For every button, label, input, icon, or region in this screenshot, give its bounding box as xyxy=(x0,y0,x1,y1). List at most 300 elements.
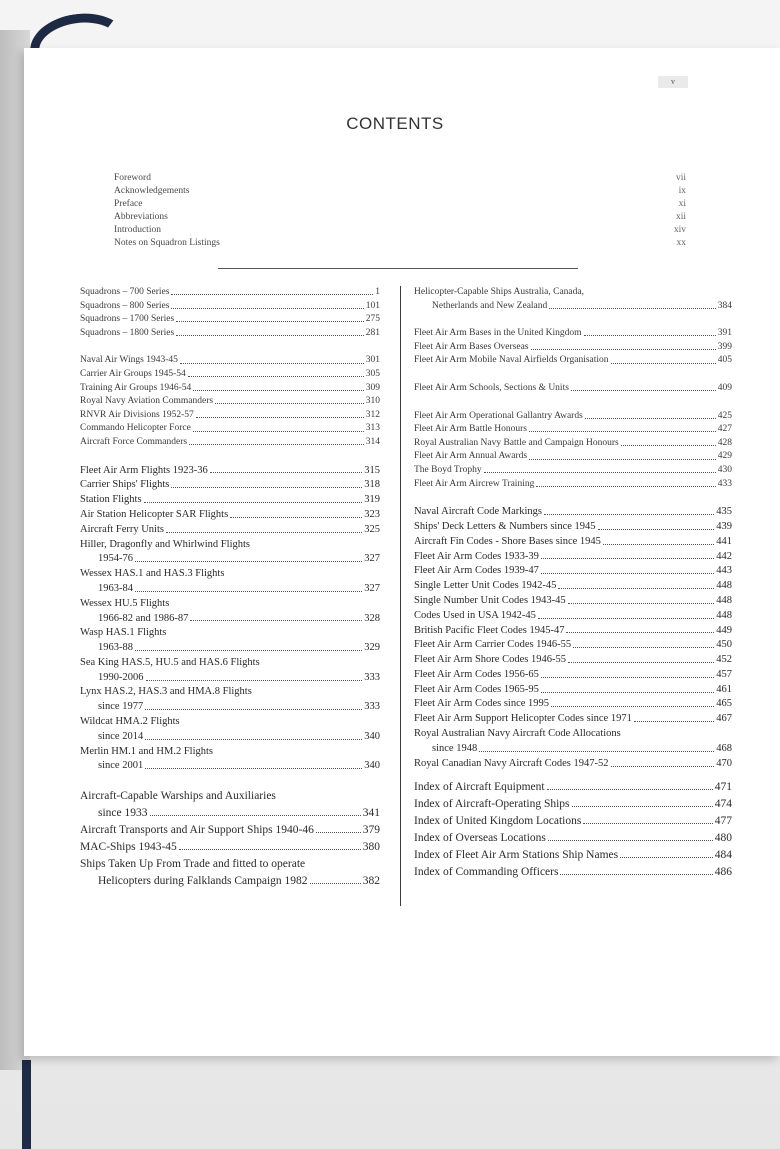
entry-page: 474 xyxy=(714,798,732,811)
toc-entry xyxy=(80,626,380,641)
entry-page: 477 xyxy=(714,815,732,828)
entry-page: 425 xyxy=(717,410,732,421)
left-column xyxy=(80,286,380,890)
entry-page: 441 xyxy=(716,535,732,547)
toc-entry xyxy=(80,409,380,423)
entry-page: 450 xyxy=(716,639,732,651)
dot-leader xyxy=(171,294,373,295)
dot-leader xyxy=(611,766,715,767)
entry-label: Fleet Air Arm Codes since 1995 xyxy=(414,698,550,710)
toc-entry xyxy=(414,327,732,341)
squadrons-group xyxy=(80,286,380,340)
entry-page: xii xyxy=(675,212,686,222)
entry-page: 275 xyxy=(365,314,380,325)
toc-entry xyxy=(414,382,732,396)
toc-entry xyxy=(80,788,380,805)
dot-leader xyxy=(598,529,715,530)
toc-entry xyxy=(80,327,380,341)
entry-page: 452 xyxy=(716,654,732,666)
toc-entry xyxy=(80,382,380,396)
toc-entry xyxy=(414,594,732,609)
toc-entry xyxy=(80,286,380,300)
toc-entry xyxy=(80,805,380,822)
entry-label: since 1933 xyxy=(98,807,148,820)
entry-label: Aircraft-Capable Warships and Auxiliaries xyxy=(80,790,276,803)
entry-label: Carrier Air Groups 1945-54 xyxy=(80,368,186,379)
toc-entry xyxy=(80,856,380,873)
entry-label: Squadrons – 700 Series xyxy=(80,287,170,297)
toc-entry xyxy=(80,730,380,745)
entry-label: 1966-82 and 1986-87 xyxy=(98,612,189,624)
entry-label: Index of Overseas Locations xyxy=(414,832,546,845)
entry-label: Single Number Unit Codes 1943-45 xyxy=(414,594,566,606)
dot-leader xyxy=(171,487,362,488)
entry-label: Fleet Air Arm Battle Honours xyxy=(414,424,527,435)
entry-label: Lynx HAS.2, HAS.3 and HMA.8 Flights xyxy=(80,686,252,698)
dot-leader xyxy=(529,431,716,432)
dot-leader xyxy=(316,832,361,833)
entry-label: Fleet Air Arm Codes 1933-39 xyxy=(414,550,539,562)
entry-label: Abbreviations xyxy=(114,212,168,222)
entry-page: 448 xyxy=(716,594,732,606)
entry-page: 467 xyxy=(716,713,732,725)
dot-leader xyxy=(479,751,714,752)
entry-label: Naval Aircraft Code Markings xyxy=(414,506,543,518)
entry-label: Wasp HAS.1 Flights xyxy=(80,627,167,639)
toc-entry xyxy=(80,354,380,368)
dot-leader xyxy=(484,472,716,473)
dot-leader xyxy=(215,403,364,404)
entry-label: Fleet Air Arm Codes 1939-47 xyxy=(414,565,539,577)
toc-entry xyxy=(414,653,732,668)
toc-entry xyxy=(414,286,732,300)
entry-page: xi xyxy=(678,199,686,209)
toc-entry xyxy=(80,822,380,839)
front-matter-item xyxy=(114,237,686,250)
entry-page: 427 xyxy=(717,424,732,435)
front-matter-item xyxy=(114,224,686,237)
dot-leader xyxy=(210,472,362,473)
dot-leader xyxy=(548,840,713,841)
dot-leader xyxy=(621,445,716,446)
entry-label: Aircraft Force Commanders xyxy=(80,436,188,447)
toc-entry xyxy=(414,579,732,594)
entry-page: 329 xyxy=(364,642,380,654)
entry-page: 470 xyxy=(716,757,732,769)
index-group xyxy=(414,779,732,881)
entry-label: Index of Fleet Air Arm Stations Ship Names xyxy=(414,849,619,862)
entry-label: Fleet Air Arm Bases Overseas xyxy=(414,341,529,352)
entry-page: 468 xyxy=(716,742,732,754)
entry-page: 448 xyxy=(716,580,732,592)
entry-page: 313 xyxy=(365,423,380,434)
entry-page: 471 xyxy=(714,781,732,794)
dot-leader xyxy=(189,444,364,445)
entry-page: 319 xyxy=(364,494,380,506)
flights-group xyxy=(80,464,380,775)
entry-page: 333 xyxy=(364,671,380,683)
toc-entry xyxy=(80,873,380,890)
contents-page xyxy=(24,48,780,1056)
front-matter-item xyxy=(114,198,686,211)
toc-entry xyxy=(80,552,380,567)
awards-group xyxy=(414,410,732,492)
entry-label: Fleet Air Arm Annual Awards xyxy=(414,451,528,462)
front-matter-list xyxy=(114,172,686,250)
entry-label: British Pacific Fleet Codes 1945-47 xyxy=(414,624,565,636)
entry-page: 340 xyxy=(364,760,380,772)
dot-leader xyxy=(230,517,362,518)
toc-entry xyxy=(80,597,380,612)
toc-entry xyxy=(80,313,380,327)
entry-page: 461 xyxy=(716,683,732,695)
toc-entry xyxy=(80,368,380,382)
entry-label: Ships Taken Up From Trade and fitted to operate xyxy=(80,858,306,871)
dot-leader xyxy=(568,603,715,604)
entry-label: Wildcat HMA.2 Flights xyxy=(80,716,180,728)
dot-leader xyxy=(571,390,716,391)
dot-leader xyxy=(620,857,713,858)
entry-label: 1963-84 xyxy=(98,582,133,594)
dot-leader xyxy=(166,532,362,533)
entry-page: 323 xyxy=(364,508,380,520)
entry-label: Fleet Air Arm Mobile Naval Airfields Organisation xyxy=(414,355,609,366)
entry-label: Aircraft Transports and Air Support Ships 1940-46 xyxy=(80,824,314,837)
entry-label: Aircraft Ferry Units xyxy=(80,523,164,535)
dot-leader xyxy=(529,459,716,460)
dot-leader xyxy=(145,709,362,710)
entry-label: Single Letter Unit Codes 1942-45 xyxy=(414,580,557,592)
entry-page: 341 xyxy=(362,807,380,820)
entry-label: since 2014 xyxy=(98,730,144,742)
toc-entry xyxy=(414,813,732,830)
dot-leader xyxy=(558,588,714,589)
toc-entry xyxy=(414,624,732,639)
entry-page: 379 xyxy=(362,824,380,837)
ships-group xyxy=(80,788,380,890)
entry-page: 448 xyxy=(716,609,732,621)
entry-page: 101 xyxy=(365,300,380,311)
entry-label: since 1977 xyxy=(98,701,144,713)
entry-page: 327 xyxy=(364,582,380,594)
dot-leader xyxy=(193,431,364,432)
entry-page: 327 xyxy=(364,553,380,565)
entry-page: 312 xyxy=(365,409,380,420)
entry-label: Fleet Air Arm Support Helicopter Codes since 1971 xyxy=(414,713,632,725)
dot-leader xyxy=(176,335,364,336)
entry-page: 305 xyxy=(365,368,380,379)
entry-page: 325 xyxy=(364,523,380,535)
dot-leader xyxy=(135,650,362,651)
toc-entry xyxy=(414,535,732,550)
dot-leader xyxy=(145,739,362,740)
dot-leader xyxy=(176,321,364,322)
dot-leader xyxy=(180,363,364,364)
entry-label: Wessex HAS.1 and HAS.3 Flights xyxy=(80,568,225,580)
entry-page: xiv xyxy=(673,225,686,235)
toc-entry xyxy=(414,300,732,314)
entry-label: Royal Australian Navy Aircraft Code Allocations xyxy=(414,728,621,740)
dot-leader xyxy=(188,376,364,377)
entry-page: 443 xyxy=(716,565,732,577)
entry-page: 318 xyxy=(364,479,380,491)
toc-entry xyxy=(414,437,732,451)
entry-page: 480 xyxy=(714,832,732,845)
entry-page: 486 xyxy=(714,866,732,879)
toc-entry xyxy=(414,450,732,464)
entry-label: Foreword xyxy=(114,173,151,183)
entry-page: xx xyxy=(676,238,686,248)
entry-page: 429 xyxy=(717,451,732,462)
entry-page: 281 xyxy=(365,327,380,338)
entry-label: Fleet Air Arm Flights 1923-36 xyxy=(80,464,208,476)
entry-label: The Boyd Trophy xyxy=(414,464,482,475)
schools-group xyxy=(414,382,732,396)
entry-label: 1954-76 xyxy=(98,553,133,565)
dot-leader xyxy=(144,502,363,503)
entry-label: Royal Navy Aviation Commanders xyxy=(80,396,214,407)
entry-label: Helicopters during Falklands Campaign 1982 xyxy=(98,875,308,888)
toc-entry xyxy=(414,683,732,698)
toc-entry xyxy=(80,612,380,627)
dot-leader xyxy=(190,620,362,621)
entry-label: Fleet Air Arm Codes 1956-65 xyxy=(414,668,539,680)
entry-page: 428 xyxy=(717,437,732,448)
entry-page: 439 xyxy=(716,520,732,532)
entry-label: Training Air Groups 1946-54 xyxy=(80,382,192,393)
dot-leader xyxy=(145,768,362,769)
entry-label: Codes Used in USA 1942-45 xyxy=(414,609,536,621)
dot-leader xyxy=(150,815,361,816)
air-wings-group xyxy=(80,354,380,449)
dot-leader xyxy=(536,486,715,487)
dot-leader xyxy=(572,806,713,807)
dot-leader xyxy=(541,692,714,693)
entry-label: Helicopter-Capable Ships Australia, Canada, xyxy=(414,287,584,297)
entry-page: 457 xyxy=(716,668,732,680)
toc-entry xyxy=(80,839,380,856)
dot-leader xyxy=(549,308,715,309)
front-matter-item xyxy=(114,211,686,224)
dot-leader xyxy=(544,514,714,515)
entry-page: 465 xyxy=(716,698,732,710)
toc-entry xyxy=(414,638,732,653)
page-number: v xyxy=(658,76,688,88)
entry-label: Station Flights xyxy=(80,494,142,506)
bases-group xyxy=(414,327,732,368)
entry-label: Fleet Air Arm Operational Gallantry Awards xyxy=(414,410,583,421)
toc-entry xyxy=(80,656,380,671)
entry-label: Squadrons – 1800 Series xyxy=(80,327,175,338)
toc-entry xyxy=(80,478,380,493)
entry-label: Royal Australian Navy Battle and Campaign Honours xyxy=(414,437,619,448)
entry-label: 1990-2006 xyxy=(98,671,144,683)
front-matter-item xyxy=(114,185,686,198)
entry-page: 405 xyxy=(717,355,732,366)
dot-leader xyxy=(585,418,716,419)
entry-label: since 2001 xyxy=(98,760,144,772)
toc-entry xyxy=(414,354,732,368)
entry-label: Notes on Squadron Listings xyxy=(114,238,220,248)
entry-label: Squadrons – 1700 Series xyxy=(80,314,175,325)
dot-leader xyxy=(171,308,363,309)
dot-leader xyxy=(310,883,361,884)
toc-entry xyxy=(414,697,732,712)
entry-page: ix xyxy=(678,186,686,196)
toc-entry xyxy=(80,759,380,774)
front-matter-item xyxy=(114,172,686,185)
toc-entry xyxy=(80,436,380,450)
dot-leader xyxy=(566,632,714,633)
toc-entry xyxy=(414,341,732,355)
entry-page: 333 xyxy=(364,701,380,713)
dot-leader xyxy=(541,558,714,559)
dot-leader xyxy=(541,573,714,574)
entry-label: Fleet Air Arm Carrier Codes 1946-55 xyxy=(414,639,572,651)
toc-entry xyxy=(414,830,732,847)
column-divider xyxy=(400,286,401,906)
toc-entry xyxy=(80,567,380,582)
entry-page: 382 xyxy=(362,875,380,888)
entry-label: Royal Canadian Navy Aircraft Codes 1947-52 xyxy=(414,757,609,769)
toc-entry xyxy=(80,523,380,538)
entry-page: 409 xyxy=(717,382,732,393)
entry-label: Fleet Air Arm Bases in the United Kingdom xyxy=(414,328,582,339)
entry-label: Fleet Air Arm Schools, Sections & Units xyxy=(414,382,569,393)
entry-page: 1 xyxy=(375,287,380,297)
entry-label: MAC-Ships 1943-45 xyxy=(80,841,177,854)
entry-label: 1963-88 xyxy=(98,642,133,654)
toc-entry xyxy=(414,847,732,864)
toc-entry xyxy=(80,700,380,715)
entry-label: Netherlands and New Zealand xyxy=(432,300,548,311)
entry-page: 384 xyxy=(717,300,732,311)
entry-label: Acknowledgements xyxy=(114,186,190,196)
entry-label: Index of Aircraft-Operating Ships xyxy=(414,798,570,811)
entry-page: 380 xyxy=(362,841,380,854)
toc-entry xyxy=(80,671,380,686)
entry-label: Hiller, Dragonfly and Whirlwind Flights xyxy=(80,538,250,550)
dot-leader xyxy=(146,680,363,681)
entry-label: Fleet Air Arm Shore Codes 1946-55 xyxy=(414,654,566,666)
dot-leader xyxy=(135,591,362,592)
toc-entry xyxy=(414,727,732,742)
dot-leader xyxy=(541,677,714,678)
dot-leader xyxy=(551,706,714,707)
dot-leader xyxy=(584,335,716,336)
codes-group xyxy=(414,505,732,771)
entry-page: 328 xyxy=(364,612,380,624)
dot-leader xyxy=(531,349,716,350)
toc-entry xyxy=(414,423,732,437)
entry-label: Commando Helicopter Force xyxy=(80,423,191,434)
toc-entry xyxy=(80,685,380,700)
entry-page: 433 xyxy=(717,478,732,489)
entry-label: Squadrons – 800 Series xyxy=(80,300,170,311)
toc-entry xyxy=(80,538,380,553)
entry-label: Carrier Ships' Flights xyxy=(80,479,170,491)
dot-leader xyxy=(547,789,713,790)
entry-page: 301 xyxy=(365,355,380,366)
entry-label: Air Station Helicopter SAR Flights xyxy=(80,508,229,520)
entry-label: RNVR Air Divisions 1952-57 xyxy=(80,409,194,420)
entry-page: 340 xyxy=(364,730,380,742)
dot-leader xyxy=(135,561,362,562)
entry-page: 391 xyxy=(717,328,732,339)
right-column xyxy=(414,286,732,881)
toc-entry xyxy=(414,550,732,565)
dot-leader xyxy=(603,544,714,545)
entry-page: 484 xyxy=(714,849,732,862)
entry-page: 449 xyxy=(716,624,732,636)
entry-label: Aircraft Fin Codes - Shore Bases since 1945 xyxy=(414,535,601,547)
toc-entry xyxy=(80,641,380,656)
toc-entry xyxy=(414,796,732,813)
toc-entry xyxy=(414,505,732,520)
bookmark-ribbon-tail xyxy=(22,1060,31,1149)
entry-label: Naval Air Wings 1943-45 xyxy=(80,355,178,366)
toc-entry xyxy=(80,493,380,508)
toc-entry xyxy=(414,757,732,772)
dot-leader xyxy=(560,874,712,875)
toc-entry xyxy=(80,715,380,730)
helicopter-ships-group xyxy=(414,286,732,313)
entry-page: 315 xyxy=(364,464,380,476)
dot-leader xyxy=(193,390,363,391)
toc-entry xyxy=(414,478,732,492)
dot-leader xyxy=(568,662,714,663)
page-title: CONTENTS xyxy=(346,114,444,133)
entry-label: Sea King HAS.5, HU.5 and HAS.6 Flights xyxy=(80,656,260,668)
entry-label: since 1948 xyxy=(432,742,478,754)
entry-label: Ships' Deck Letters & Numbers since 1945 xyxy=(414,520,596,532)
entry-page: 314 xyxy=(365,436,380,447)
toc-entry xyxy=(80,422,380,436)
entry-page: vii xyxy=(675,173,686,183)
toc-entry xyxy=(414,464,732,478)
toc-entry xyxy=(414,742,732,757)
entry-page: 309 xyxy=(365,382,380,393)
section-rule xyxy=(218,268,578,269)
toc-entry xyxy=(80,395,380,409)
toc-entry xyxy=(80,300,380,314)
dot-leader xyxy=(634,721,714,722)
entry-label: Index of United Kingdom Locations xyxy=(414,815,582,828)
entry-page: 399 xyxy=(717,341,732,352)
entry-label: Merlin HM.1 and HM.2 Flights xyxy=(80,745,214,757)
toc-entry xyxy=(414,564,732,579)
entry-label: Preface xyxy=(114,199,143,209)
dot-leader xyxy=(573,647,714,648)
toc-entry xyxy=(414,609,732,624)
toc-entry xyxy=(414,410,732,424)
dot-leader xyxy=(611,363,716,364)
entry-page: 442 xyxy=(716,550,732,562)
entry-page: 310 xyxy=(365,396,380,407)
entry-page: 430 xyxy=(717,464,732,475)
dot-leader xyxy=(538,618,714,619)
toc-entry xyxy=(414,779,732,796)
toc-entry xyxy=(414,520,732,535)
entry-label: Introduction xyxy=(114,225,161,235)
toc-entry xyxy=(80,508,380,523)
toc-entry xyxy=(414,712,732,727)
entry-label: Index of Commanding Officers xyxy=(414,866,559,879)
dot-leader xyxy=(196,417,364,418)
entry-label: Index of Aircraft Equipment xyxy=(414,781,545,794)
dot-leader xyxy=(583,823,712,824)
toc-entry xyxy=(80,464,380,479)
